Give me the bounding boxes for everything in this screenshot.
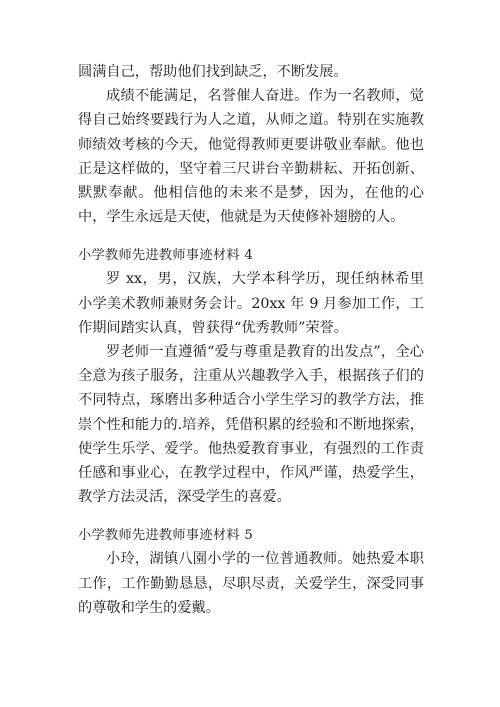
paragraph-4: 罗老师一直遵循“爱与尊重是教育的出发点”，全心全意为孩子服务，注重从兴趣教学入手，根据孩子们的不同特点，琢磨出多种适合小学生学习的教学方法，推崇个性和能力的.培养，凭借积累的经验和不断地探索，使学生乐学、爱学。他热爱教育事业，有强烈的工作责任感和事业心，在教学过程中，作风严谨，热爱学生，教学方法灵活，深受学生的喜爱。: [78, 344, 424, 506]
paragraph-3: 罗 xx，男，汉族，大学本科学历，现任纳林希里小学美术教师兼财务会计。20xx 年 9 月参加工作，工作期间踏实认真，曾获得“优秀教师”荣誉。: [78, 271, 424, 336]
paragraph-1: 圆满自己，帮助他们找到缺乏，不断发展。: [78, 64, 348, 80]
paragraph-2: 成绩不能满足，名誉催人奋进。作为一名教师，觉得自己始终要践行为人之道，从师之道。特别在实施教师绩效考核的今天，他觉得教师更要讲敬业奉献。他也正是这样做的，坚守着三尺讲台辛勤耕耘、开拓创新、默默奉献。他相信他的未来不是梦，因为，在他的心中，学生永远是天使，他就是为天使修补翅膀的人。: [78, 88, 424, 226]
document-page: [78, 60, 424, 620]
section-heading-4: 小学教师先进教师事迹材料 4: [78, 248, 254, 264]
paragraph-5: 小玲，湖镇八園小学的一位普通教师。她热爱本职工作，工作勤勤恳恳，尽职尽责，关爱学生，深受同事的尊敬和学生的爱戴。: [78, 551, 424, 616]
section-heading-5: 小学教师先进教师事迹材料 5: [78, 528, 254, 544]
